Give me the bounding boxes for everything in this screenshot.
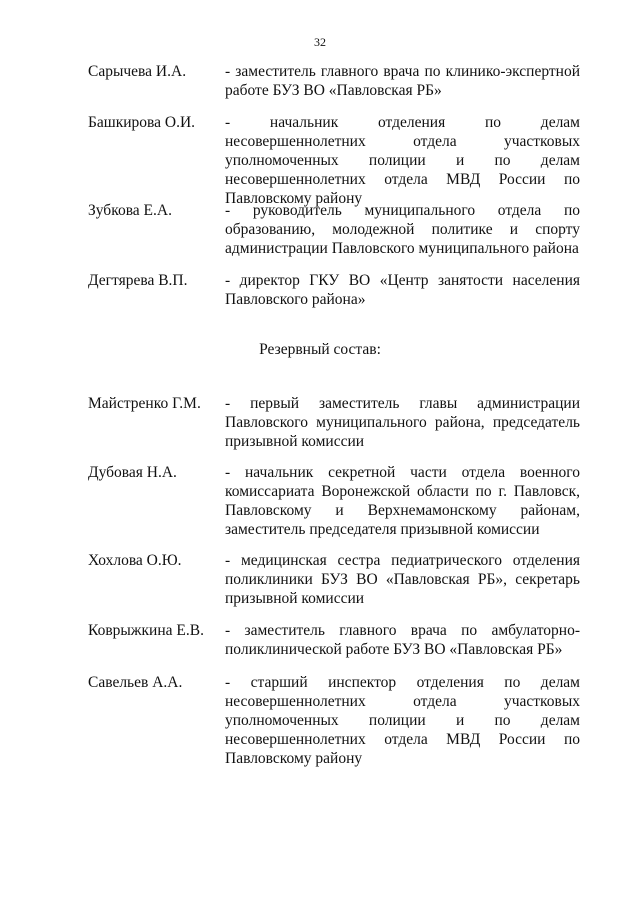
member-description: - первый заместитель главы администрации Павловского муниципального района, председатель призывной комиссии [225,395,580,450]
member-name: Хохлова О.Ю. [88,552,182,569]
member-name: Зубкова Е.А. [88,202,172,219]
member-name: Майстренко Г.М. [88,395,201,412]
member-description: - старший инспектор отделения по делам несовершеннолетних отдела участковых уполномоченных полиции и по делам несовершеннолетних отдела МВД России по Павловскому району [225,674,580,767]
member-description: - медицинская сестра педиатрического отделения поликлиники БУЗ ВО «Павловская РБ», секретарь призывной комиссии [225,552,580,607]
member-description: - заместитель главного врача по амбулаторно-поликлинической работе БУЗ ВО «Павловская РБ» [225,622,580,658]
page-number: 32 [314,35,326,49]
member-description: - директор ГКУ ВО «Центр занятости населения Павловского района» [225,272,580,308]
member-name: Савельев А.А. [88,674,183,691]
member-description: - заместитель главного врача по клинико-экспертной работе БУЗ ВО «Павловская РБ» [225,63,580,99]
member-description: - руководитель муниципального отдела по образованию, молодежной политике и спорту администрации Павловского муниципального района [225,202,580,257]
member-name: Дегтярева В.П. [88,272,188,289]
member-description: - начальник секретной части отдела военного комиссариата Воронежской области по г. Павловск, Павловскому и Верхнемамонскому районам, заместитель председателя призывной комиссии [225,464,580,538]
member-description: - начальник отделения по делам несовершеннолетних отдела участковых уполномоченных полиции и по делам несовершеннолетних отдела МВД России по Павловскому району [225,114,580,207]
member-name: Сарычева И.А. [88,63,187,80]
reserve-heading: Резервный состав: [259,341,381,358]
member-name: Дубовая Н.А. [88,464,177,481]
member-name: Коврыжкина Е.В. [88,622,204,639]
member-name: Башкирова О.И. [88,114,196,131]
